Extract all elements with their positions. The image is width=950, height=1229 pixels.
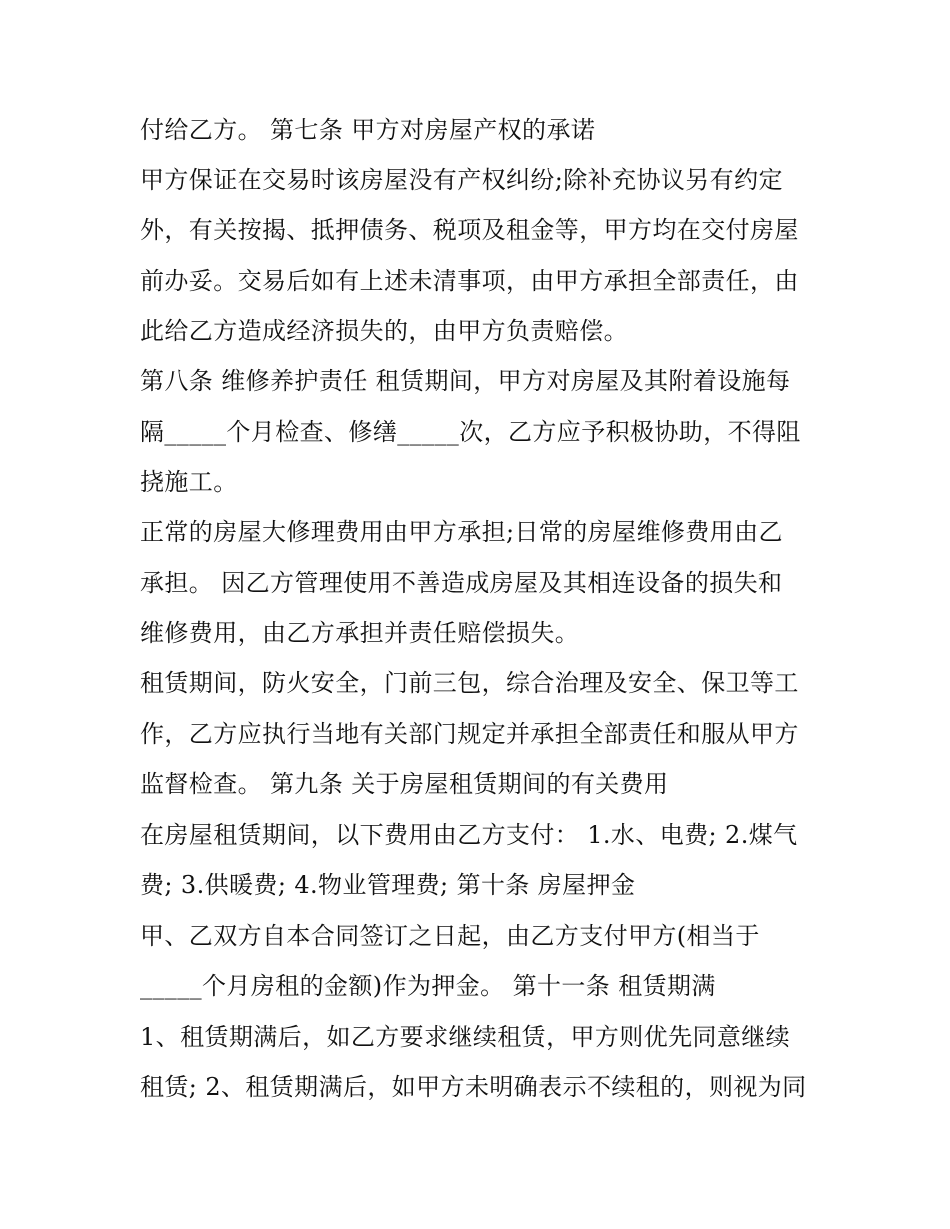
text-line: 租赁期间，防火安全，门前三包，综合治理及安全、保卫等工	[140, 669, 799, 697]
text-line: 付给乙方。 第七条 甲方对房屋产权的承诺	[140, 116, 596, 144]
text-line: 作，乙方应执行当地有关部门规定并承担全部责任和服从甲方	[140, 720, 799, 748]
text-line: 维修费用，由乙方承担并责任赔偿损失。	[140, 619, 580, 647]
text-line: 此给乙方造成经济损失的，由甲方负责赔偿。	[140, 317, 628, 345]
text-line: 甲、乙双方自本合同签订之日起，由乙方支付甲方(相当于	[140, 922, 760, 950]
text-line: 监督检查。 第九条 关于房屋租赁期间的有关费用	[140, 770, 669, 798]
text-line: 前办妥。交易后如有上述未清事项，由甲方承担全部责任，由	[140, 267, 799, 295]
text-line: 在房屋租赁期间，以下费用由乙方支付： 1.水、电费; 2.煤气	[140, 821, 798, 849]
text-line: 隔_____个月检查、修缮_____次，乙方应予积极协助，不得阻	[140, 418, 801, 446]
text-line: 1、租赁期满后，如乙方要求继续租赁，甲方则优先同意继续	[140, 1023, 791, 1051]
text-line: _____个月房租的金额)作为押金。 第十一条 租赁期满	[140, 972, 716, 1000]
text-line: 费; 3.供暖费; 4.物业管理费; 第十条 房屋押金	[140, 871, 636, 899]
text-line: 甲方保证在交易时该房屋没有产权纠纷;除补充协议另有约定	[140, 166, 783, 194]
text-line: 外，有关按揭、抵押债务、税项及租金等，甲方均在交付房屋	[140, 216, 799, 244]
text-line: 第八条 维修养护责任 租赁期间，甲方对房屋及其附着设施每	[140, 367, 791, 395]
text-line: 正常的房屋大修理费用由甲方承担;日常的房屋维修费用由乙	[140, 518, 783, 546]
text-line: 租赁; 2、租赁期满后，如甲方未明确表示不续租的，则视为同	[140, 1073, 807, 1101]
text-line: 挠施工。	[140, 468, 238, 496]
text-line: 承担。 因乙方管理使用不善造成房屋及其相连设备的损失和	[140, 569, 783, 597]
